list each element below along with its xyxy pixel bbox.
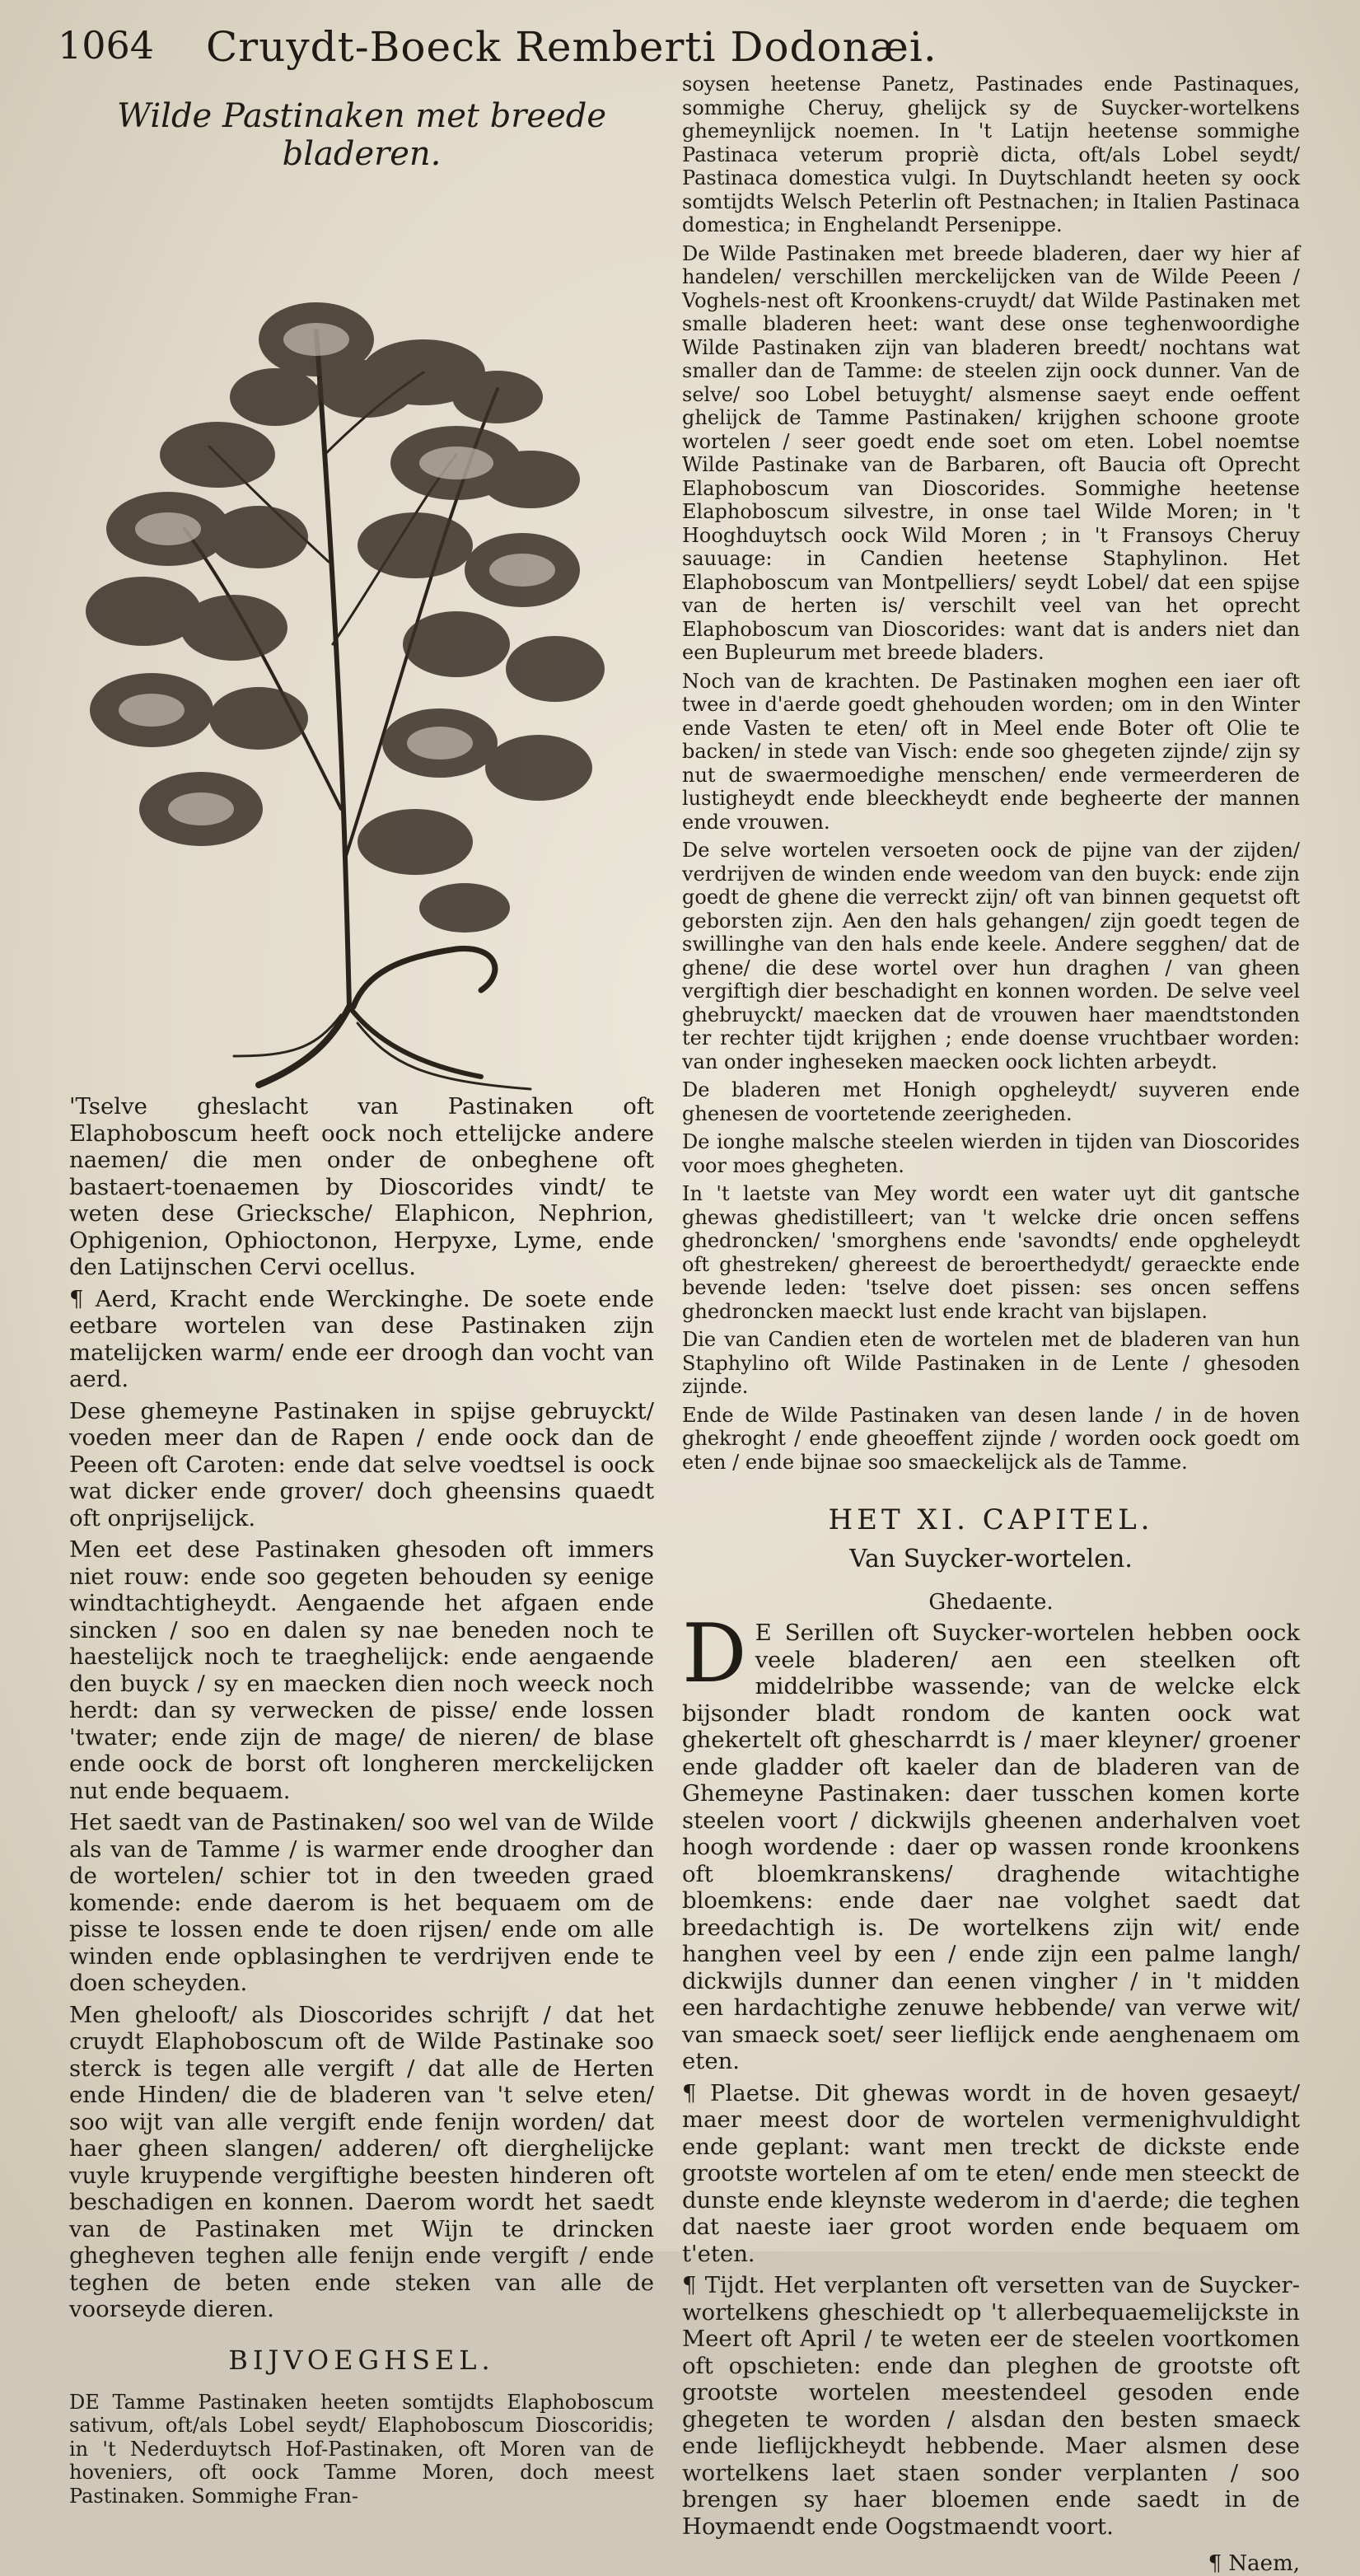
right-paragraph-7: In 't laetste van Mey wordt een water uyt dit gantsche ghewas ghedistilleert; van 't welcke drie oncen seffens ghedroncken/ 'smorghens ende 'savondts/ ende opgheleydt oft ghestreken/ ghereest de beroerthedydt/ geraeckte ende bevende leden: 'tselve doet pissen: ses oncen seffens ghedroncken maeckt lust ende kracht van bijslapen. [682, 1182, 1300, 1323]
left-paragraph-6: Men ghelooft/ als Dioscorides schrijft / dat het cruydt Elaphoboscum oft de Wilde Pastinake soo sterck is tegen alle vergift / dat alle de Herten ende Hinden/ die de bladeren van 't selve eten/ soo wijt van alle vergift ende fenijn worden/ dat haer gheen slangen/ adderen/ oft dierghelijcke vuyle kruypende vergiftighe beesten hinderen oft beschadigen en konnen. Daerom wordt het saedt van de Pastinaken met Wijn te drincken ghegheven teghen alle fenijn ende vergift / ende teghen de beten ende steken van alle de voorseyde dieren. [69, 2001, 654, 2322]
left-column [69, 91, 654, 2513]
ghedaente-paragraph [682, 1607, 1300, 2075]
right-paragraph-9: Ende de Wilde Pastinaken van desen lande / in de hoven ghekroght / ende gheoeffent zijnde / worden oock goedt om eten / ende bijnae soo smaeckelijck als de Tamme. [682, 1403, 1300, 1474]
section-heading-ghedaente: Ghedaente. [928, 1590, 1054, 1615]
left-paragraph-5: Het saedt van de Pastinaken/ soo wel van de Wilde als van de Tamme / is warmer ende droogher dan de wortelen/ schier tot in den tweeden graed komende: ende daerom is het bequaem om de pisse te lossen ende te doen rijsen/ ende om alle winden ende opblasinghen te verdrijven ende te doen scheyden. [69, 1809, 654, 1996]
bijvoeghsel-heading: BIJVOEGHSEL. [228, 2344, 495, 2376]
plant-title: Wilde Pastinaken met breede bladeren. [116, 97, 607, 173]
tijdt-paragraph: ¶ Tijdt. Het verplanten oft versetten van de Suycker-wortelkens gheschiedt op 't allerbequaemelijckste in Meert oft April / te weten eer de steelen voortkomen oft opschieten: ende dan pleghen de grootste oft grootste wortelen meestendeel gesoden ende ghegeten te worden / alsdan den besten smaeck ende lieflijckheydt hebbende. Maer alsmen dese wortelkens laet staen sonder verplanten / soo brengen sy haer bloemen ende saedt in de Hoymaendt ende Oogstmaendt voort. [682, 2272, 1300, 2540]
catchword: ¶ Naem, [1208, 2551, 1300, 2576]
left-paragraph-3: Dese ghemeyne Pastinaken in spijse gebruyckt/ voeden meer dan de Rapen / ende oock dan de Peeen oft Caroten: ende dat selve voedtsel is oock wat dicker ende grover/ doch gheensins quaedt oft onprijselijck. [69, 1397, 654, 1531]
ghedaente-text: E Serillen oft Suycker-wortelen hebben oock veele bladeren/ aen een steelken oft middelribbe wassende; van de welcke elck bijsonder bladt rondom de kanten oock wat ghekertelt oft ghescharrdt is / maer kleyner/ groener ende gladder oft kaeler dan de bladeren van de Ghemeyne Pastinaken: daer tusschen komen korte steelen voort / dickwijls gheenen anderhalven voet hoogh wordende : daer op wassen ronde kroonkens oft bloemkranskens/ draghende witachtighe bloemkens: ende daer nae volghet saedt dat breedachtigh is. De wortelkens zijn wit/ ende hanghen veel by een / ende zijn een palme langh/ dickwijls dunner dan eenen vingher / in 't midden een hardachtighe zenuwe hebbende/ van verwe wit/ van smaeck soet/ seer lieflijck ende aenghenaem om eten. [682, 1620, 1300, 2074]
plaetse-paragraph: ¶ Plaetse. Dit ghewas wordt in de hoven gesaeyt/ maer meest door de wortelen vermenighvuldight ende geplant: want men treckt de dickste ende grootste wortelen af om te eten/ ende men steeckt de dunste ende kleynste wederom in d'aerde; die teghen dat naeste iaer groot worden ende bequaem om t'eten. [682, 2079, 1300, 2267]
bijvoeghsel-text: DE Tamme Pastinaken heeten somtijdts Elaphoboscum sativum, oft/als Lobel seydt/ Elaphoboscum Dioscoridis; in 't Nederduytsch Hof-Pastinaken, oft Moren van de hoveniers, oft oock Tamme Moren, doch meest Pastinaken. Sommighe Fran- [69, 2390, 654, 2508]
right-paragraph-1: soysen heetense Panetz, Pastinades ende Pastinaques, sommighe Cheruy, ghelijck sy de Suycker-wortelkens ghemeynlijck noemen. In 't Latijn heetense sommighe Pastinaca veterum propriè dicta, oft/als Lobel seydt/ Pastinaca domestica vulgi. In Duytschlandt heeten sy oock somtijdts Welsch Peterlin oft Pestnachen; in Italien Pastinaca domestica; in Enghelandt Persenippe. [682, 72, 1300, 236]
right-paragraph-2: De Wilde Pastinaken met breede bladeren, daer wy hier af handelen/ verschillen merckelijcken van de Wilde Peeen / Voghels-nest oft Kroonkens-cruydt/ dat Wilde Pastinaken met smalle bladeren heet: want dese onse teghenwoordighe Wilde Pastinaken zijn van bladeren breedt/ nochtans wat smaller dan de Tamme: de steelen zijn oock dunner. Van de selve/ soo Lobel betuyght/ alsmense saeyt ende oeffent ghelijck de Tamme Pastinaken/ krijghen schoone groote wortelen / seer goedt ende soet om eten. Lobel noemtse Wilde Pastinake van de Barbaren, oft Baucia oft Oprecht Elaphoboscum van Dioscorides. Sommighe heetense Elaphoboscum silvestre, in onse tael Wilde Moren; in 't Hooghduytsch oock Wild Moren ; in 't Fransoys Cheruy sauuage: in Candien heetense Staphylinon. Het Elaphoboscum van Montpelliers/ seydt Lobel/ dat een spijse van de herten is/ verschilt veel van het oprecht Elaphoboscum van Dioscorides: want dat is anders niet dan een Bupleurum met breede bladers. [682, 241, 1300, 664]
right-paragraph-8: Die van Candien eten de wortelen met de bladeren van hun Staphylino oft Wilde Pastinaken in de Lente / ghesoden zijnde. [682, 1328, 1300, 1398]
plant-woodcut-illustration [69, 183, 654, 1093]
running-title: Cruydt-Boeck Remberti Dodonæi. [206, 23, 937, 71]
chapter-subtitle: Van Suycker-wortelen. [849, 1545, 1133, 1573]
left-paragraph-1: 'Tselve gheslacht van Pastinaken oft Elaphoboscum heeft oock noch ettelijcke andere naemen/ die men onder de onbeghene oft bastaert-toenaemen by Dioscorides vindt/ te weten dese Griecksche/ Elaphicon, Nephrion, Ophigenion, Ophioctonon, Herpyxe, Lyme, ende den Latijnschen Cervi ocellus. [69, 1093, 654, 1280]
left-paragraph-2: ¶ Aerd, Kracht ende Werckinghe. De soete ende eetbare wortelen van dese Pastinaken zijn matelijcken warm/ ende eer droogh dan vocht van aerd. [69, 1285, 654, 1392]
right-paragraph-5: De bladeren met Honigh opgheleydt/ suyveren ende ghenesen de voortetende zeerigheden. [682, 1078, 1300, 1125]
right-column [682, 72, 1300, 2576]
right-paragraph-4: De selve wortelen versoeten oock de pijne van der zijden/ verdrijven de winden ende weedom van den buyck: ende zijn goedt de ghene die verreckt zijn/ oft van binnen gequetst oft geborsten zijn. Aen den hals gehangen/ zijn goedt tegen de swillinghe van den hals ende keele. Andere segghen/ dat de ghene/ die dese wortel over hun draghen / van gheen vergiftigh dier beschadight en konnen worden. De selve veel ghebruyckt/ maecken dat de vrouwen haer maendtstonden ter rechter tijdt krijghen ; ende doense vruchtbaer worden: van onder ingheseken maecken oock lichten arbeydt. [682, 839, 1300, 1073]
right-paragraph-6: De ionghe malsche steelen wierden in tijden van Dioscorides voor moes ghegheten. [682, 1130, 1300, 1177]
left-paragraph-4: Men eet dese Pastinaken ghesoden oft immers niet rouw: ende soo gegeten behouden sy eenige windtachtigheydt. Aengaende het afgaen ende sincken / soo en dalen sy nae beneden noch te haestelijck noch te traeghelijck: ende aengaende den buyck / sy en maecken dien noch weeck noch herdt: dan sy verwecken de pisse/ ende lossen 'twater; ende zijn de mage/ de nieren/ de blase ende oock de borst oft longheren merckelijcken nut ende bequaem. [69, 1536, 654, 1804]
page-number: 1064 [58, 23, 155, 68]
right-paragraph-3: Noch van de krachten. De Pastinaken moghen een iaer oft twee in d'aerde goedt ghehouden worden; om in den Winter ende Vasten te eten/ oft in Meel ende Boter oft Olie te backen/ in stede van Visch: ende soo ghegeten zijnde/ zijn sy nut de swaermoedighe menschen/ ende vermeerderen de lustigheydt ende bleeckheydt ende begheerte der mannen ende vrouwen. [682, 669, 1300, 834]
chapter-title: HET XI. CAPITEL. [828, 1503, 1154, 1536]
drop-cap: D [682, 1607, 747, 1701]
